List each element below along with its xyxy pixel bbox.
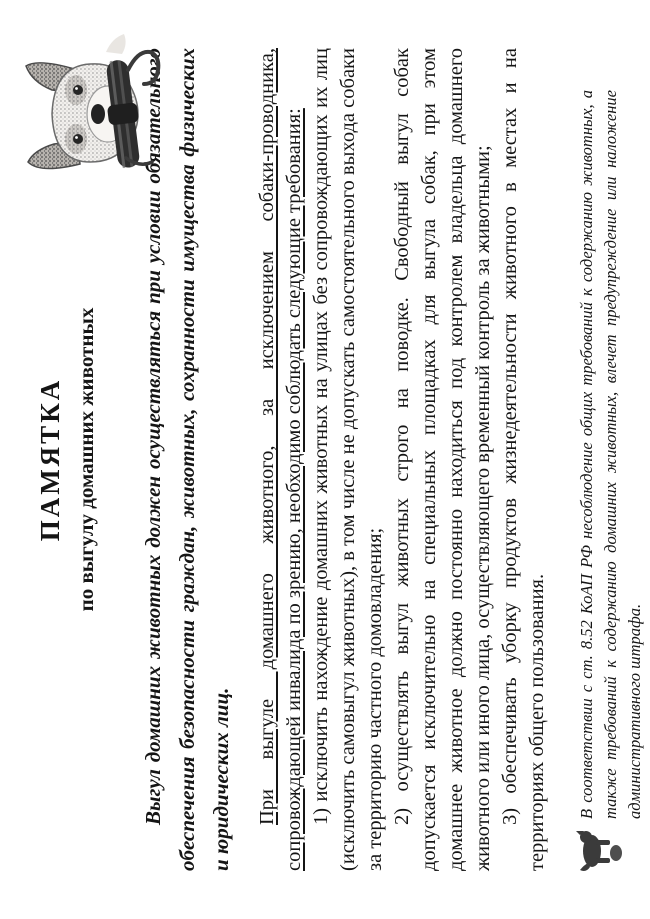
puppy-with-leash-illustration-icon <box>20 26 162 202</box>
page-subtitle: по выгулу домашних животных <box>73 307 98 612</box>
list-item-1: 1) исключить нахождение домашних животных на улицах без сопровождающих их лиц (исключить самовыгул животных), в том числе не допускать самостоятельного выхода собаки за территорию частного домовладения; <box>309 48 386 871</box>
page-title: ПАМЯТКА <box>35 377 65 542</box>
lead-paragraph: При выгуле домашнего животного, за исключением собаки-проводника, сопровождающей инвалида по зрению, необходимо соблюдать следующие требования: <box>255 48 305 871</box>
list-item-3: 3) обеспечивать уборку продуктов жизнедеятельности животного в местах и на территориях общего пользования. <box>498 48 548 871</box>
small-dog-silhouette-icon <box>576 829 624 871</box>
footer-note: В соответствии с ст. 8.52 КоАП РФ несоблюдение общих требований к содержанию животных, а также требований к содержанию домашних животных, влечет предупреждение или наложение административного штрафа. <box>576 90 644 819</box>
list-item-2: 2) осуществлять выгул животных строго на поводке. Свободный выгул собак допускается исключительно на специальных площадках для выгула собак, при этом домашнее животное должно постоянно находиться под контролем владельца домашнего животного или иного лица, осуществляющего временный контроль за животными; <box>390 48 494 871</box>
footer-note-block <box>575 48 647 871</box>
intro-paragraph: Выгул домашних животных должен осуществляться при условии обязательного обеспечения безопасности граждан, животных, сохранности имущества физических и юридических лиц. <box>140 48 233 871</box>
